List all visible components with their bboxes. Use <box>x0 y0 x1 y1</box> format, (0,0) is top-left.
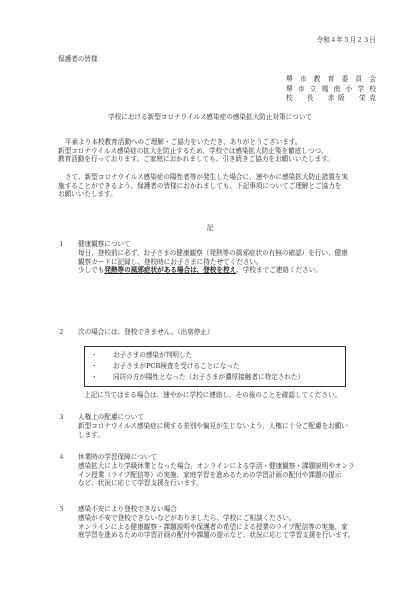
intro-p2-line: さて、新型コロナウイルス感染症の陽性者等が発生した場合に、速やかに感染拡大防止措置を実 <box>65 173 349 181</box>
box-item-text: お子さまがPCR検査を受けることになった <box>113 362 240 370</box>
section-5-line: 感染が不安で登校できないなどがありましたら、学校にご相談ください。 <box>78 514 296 522</box>
section-1-emph-text: 発熱等の風邪症状がある場合は、登校を控え <box>104 266 237 275</box>
section-3-body <box>78 422 378 439</box>
section-5-number: ５ <box>58 505 65 513</box>
section-3-line: します。 <box>78 430 104 439</box>
section-2-box: ・ お子さまの感染が判明した ・ お子さまがPCR検査を受けることになった ・ 同居の方が陽性となった（お子さまが濃厚接触者に特定された） <box>84 346 346 387</box>
intro-p2-line: 施することができるよう、保護者の皆様におかれましても、下記事項についてご理解とご協力を <box>58 181 342 190</box>
document-date: 令和４年５月２３日 <box>316 36 376 44</box>
sender-school: 堺市立鳳南小学校 <box>286 84 376 93</box>
intro-p1-line: 新型コロナウイルス感染症の拡大を防止するため、学校では感染拡大防止策を徹底しつつ、 <box>58 146 328 155</box>
intro-paragraph-2 <box>58 173 376 199</box>
intro-p1-line: 教育活動を行っております。ご家庭におかれましても、引き続きご協力をお願いいたします。 <box>58 155 334 164</box>
intro-p1-line: 平素より本校教育活動へのご理解・ご協力をいただき、ありがとうございます。 <box>65 138 302 146</box>
section-1-heading: 健康観察について <box>78 240 131 248</box>
section-4-number: ４ <box>58 453 65 461</box>
section-4-body <box>78 462 378 488</box>
ki-heading: 記 <box>206 224 214 232</box>
section-5-heading: 感染不安により登校できない場合 <box>78 505 177 513</box>
section-1-number: １ <box>58 240 65 248</box>
sender-block <box>286 75 376 104</box>
section-1-emph-suffix: 、学校までご連絡ください。 <box>236 266 322 275</box>
section-1-emph-prefix: 少しでも <box>78 266 105 275</box>
section-5-line: オンラインによる健康観察・課題説明や保護者の希望による授業のライブ配信等の実施、家 <box>78 522 348 531</box>
section-1-line-emphasis <box>78 266 378 275</box>
addressee: 保護者の皆様 <box>58 55 98 63</box>
section-4-line: など、状況に応じて学習支援を行います。 <box>78 479 203 488</box>
section-3-line: 新型コロナウイルス感染症に関する差別や偏見が生じないよう、人権に十分ご配慮をお願い <box>78 422 348 430</box>
section-2-after: 上記に当てはまる場合は、速やかに学校に連絡し、その後のことを確認してください。 <box>84 391 342 399</box>
sender-principal: 校 長 赤阪 栄克 <box>286 94 376 103</box>
section-1-line: 観察カードに記録し、登校時にお子さまに持たせてください。 <box>78 257 263 266</box>
box-item-text: 同居の方が陽性となった（お子さまが濃厚接触者に特定された） <box>113 373 305 381</box>
section-1-body <box>78 249 378 275</box>
section-4-line: 感染拡大により学級休業となった場合、オンラインによる学活・健康観察・課題説明やオンラ <box>78 462 355 470</box>
box-item-text: お子さまの感染が判明した <box>113 351 193 359</box>
section-3-number: ３ <box>58 413 65 421</box>
section-2-heading: 次の場合には、登校できません。（出席停止） <box>78 328 214 336</box>
section-4-heading: 休業時の学習保障について <box>78 453 157 461</box>
intro-paragraph-1 <box>58 138 376 164</box>
section-5-body <box>78 514 378 540</box>
section-2-number: ２ <box>58 328 65 336</box>
document-title: 学校における新型コロナウイルス感染症の感染拡大防止対策について <box>108 113 312 121</box>
section-5-line: 庭学習を進めるための学習計画の配付や課題の提示など、状況に応じて学習支援を行います。 <box>78 531 355 540</box>
section-4-line: イン授業（ライブ配信等）の実施、家庭学習を進めるための学習計画の配付や課題の提示 <box>78 470 342 479</box>
section-3-heading: 人権上の配慮について <box>78 413 144 421</box>
intro-p2-line: お願いいたします。 <box>58 190 117 199</box>
sender-organization: 堺市教育委員会 <box>286 75 376 83</box>
section-1-line: 毎日、登校前に必ず、お子さまの健康観察（発熱等の風邪症状の有無の確認）を行い、健康 <box>78 249 348 257</box>
